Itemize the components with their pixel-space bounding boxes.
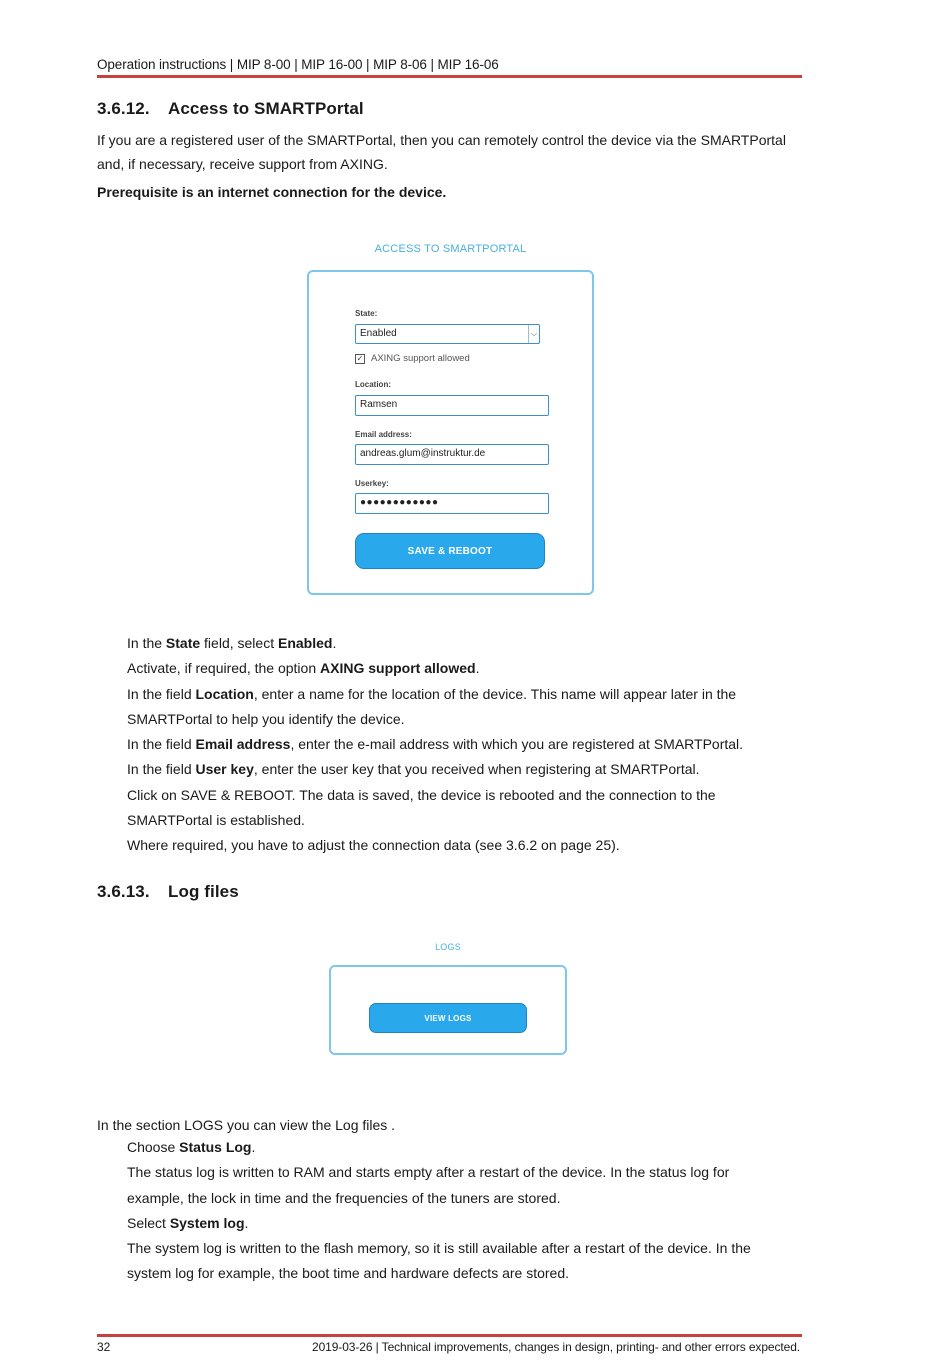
logs-steps — [127, 1135, 807, 1287]
section-heading-log-files — [97, 882, 239, 902]
section-number: 3.6.13. — [97, 882, 150, 901]
axing-support-label: AXING support allowed — [371, 353, 470, 364]
step-item: Choose Status Log. — [127, 1139, 256, 1155]
userkey-input[interactable]: ●●●●●●●●●●●● — [355, 493, 549, 514]
save-reboot-button[interactable]: SAVE & REBOOT — [355, 533, 545, 569]
header-rule — [97, 75, 802, 78]
userkey-label: Userkey: — [355, 479, 389, 488]
step-item: Select System log. — [127, 1214, 249, 1231]
page-header: Operation instructions | MIP 8-00 | MIP 16-00 | MIP 8-06 | MIP 16-06 — [97, 57, 499, 72]
step-item-continued: SMARTPortal is established. — [127, 812, 305, 829]
step-item: In the field Location, enter a name for the location of the device. This name will appear later in the — [127, 685, 737, 702]
step-item: Activate, if required, the option AXING support allowed. — [127, 660, 480, 677]
smartportal-panel — [307, 270, 594, 595]
footer-text: 2019-03-26 | Technical improvements, changes in design, printing- and other errors expected. — [312, 1340, 800, 1354]
smartportal-panel-title: ACCESS TO SMARTPORTAL — [374, 243, 527, 255]
step-item: Click on SAVE & REBOOT. The data is saved, the device is rebooted and the connection to the — [127, 786, 716, 803]
section-number: 3.6.12. — [97, 99, 150, 118]
footer-rule — [97, 1334, 802, 1337]
section-heading-smartportal — [97, 99, 364, 119]
section-title: Access to SMARTPortal — [168, 99, 364, 118]
intro-line: If you are a registered user of the SMARTPortal, then you can remotely control the device via the SMARTPortal — [97, 132, 786, 148]
email-input[interactable]: andreas.glum@instruktur.de — [355, 444, 549, 465]
email-label: Email address: — [355, 430, 412, 439]
step-item-continued: example, the lock in time and the frequencies of the tuners are stored. — [127, 1189, 561, 1206]
intro-paragraph — [97, 128, 802, 176]
section-title: Log files — [168, 882, 239, 901]
page-number: 32 — [97, 1340, 111, 1354]
step-item: Where required, you have to adjust the connection data (see 3.6.2 on page 25). — [127, 837, 620, 854]
step-item-continued: SMARTPortal to help you identify the device. — [127, 710, 405, 727]
step-item: In the field User key, enter the user key that you received when registering at SMARTPortal. — [127, 761, 700, 778]
logs-panel-title: LOGS — [435, 942, 461, 952]
view-logs-button[interactable]: VIEW LOGS — [369, 1003, 527, 1033]
smartportal-steps — [127, 631, 807, 859]
logs-intro: In the section LOGS you can view the Log files . — [97, 1117, 396, 1133]
prerequisite-note: Prerequisite is an internet connection for the device. — [97, 184, 447, 200]
step-item: In the field Email address, enter the e-mail address with which you are registered at SMARTPortal. — [127, 736, 744, 753]
axing-support-checkbox-row[interactable] — [355, 353, 470, 364]
intro-line: and, if necessary, receive support from AXING. — [97, 156, 388, 172]
step-item: The system log is written to the flash memory, so it is still available after a restart of the device. In the — [127, 1240, 751, 1257]
logs-panel — [329, 965, 567, 1055]
step-item: In the State field, select Enabled. — [127, 635, 337, 651]
location-input[interactable]: Ramsen — [355, 395, 549, 416]
state-select[interactable] — [355, 324, 540, 344]
location-label: Location: — [355, 380, 391, 389]
state-select-value: Enabled — [360, 328, 397, 339]
step-item-continued: system log for example, the boot time and hardware defects are stored. — [127, 1265, 570, 1282]
chevron-down-icon[interactable]: ⌵ — [528, 325, 539, 343]
checkbox-checked-icon[interactable]: ✓ — [356, 353, 364, 363]
step-item: The status log is written to RAM and starts empty after a restart of the device. In the status log for — [127, 1164, 730, 1181]
state-label: State: — [355, 309, 378, 318]
